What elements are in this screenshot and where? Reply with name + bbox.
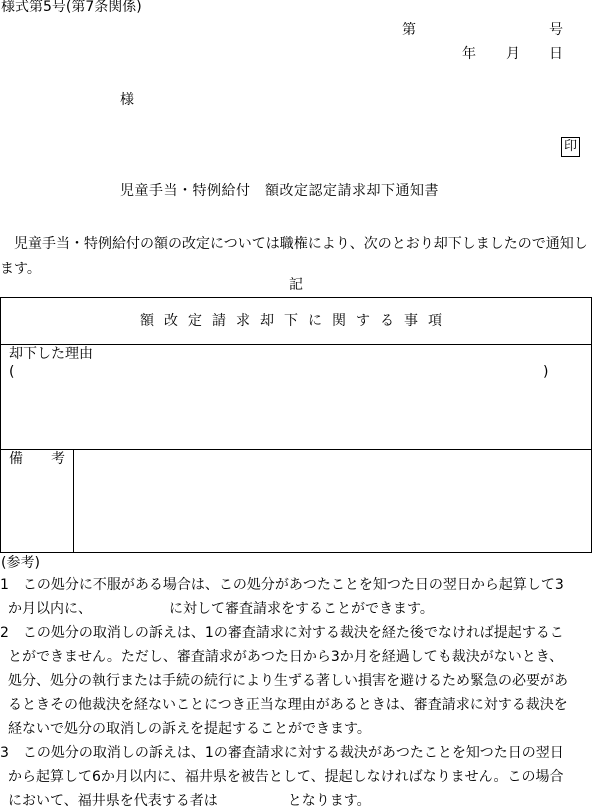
seal-mark: 印 <box>561 137 580 157</box>
note-line: か月以内に、 に対して審査請求をすることができます。 <box>8 601 434 617</box>
note-line: 2 この処分の取消しの訴えは、1の審査請求に対する裁決を経た後でなければ提起するこ <box>0 625 564 641</box>
addressee-honorific: 様 <box>120 92 134 108</box>
note-line: 処分、処分の執行または手続の続行により生ずる著しい損害を避けるため緊急の必要があ <box>8 673 568 689</box>
form-number-label: 様式第5号(第7条関係) <box>1 0 142 15</box>
remarks-label: 備 考 <box>9 451 65 467</box>
reason-paren-close: ) <box>543 364 549 380</box>
table-section-header: 額改定請求却下に関する事項 <box>140 313 452 329</box>
note-line: とができません。ただし、審査請求があつた日から3か月を経過しても裁決がないとき、 <box>8 649 564 665</box>
date-year-label: 年 <box>462 46 476 62</box>
note-line: から起算して6か月以内に、福井県を被告として、提起しなければなりません。この場合 <box>8 769 564 785</box>
rejection-reason-label: 却下した理由 <box>9 346 93 362</box>
document-number-suffix: 号 <box>549 22 563 38</box>
document-number-prefix: 第 <box>402 22 416 38</box>
ki-marker: 記 <box>289 277 303 293</box>
note-line: において、福井県を代表する者は となります。 <box>8 793 371 809</box>
note-line: 1 この処分に不服がある場合は、この処分があつたことを知つた日の翌日から起算して3 <box>0 577 564 593</box>
date-month-label: 月 <box>506 46 520 62</box>
note-line: 3 この処分の取消しの訴えは、1の審査請求に対する裁決があつたことを知つた日の翌日 <box>0 745 564 761</box>
note-line: 経ないで処分の取消しの訴えを提起することができます。 <box>8 721 371 737</box>
details-table <box>0 297 592 553</box>
intro-paragraph: 児童手当・特例給付の額の改定については職権により、次のとおり却下しましたので通知します。 <box>0 236 588 277</box>
note-line: るときその他裁決を経ないことにつき正当な理由があるときは、審査請求に対する裁決を <box>8 697 568 713</box>
table-divider-bottom <box>1 449 591 450</box>
notes-heading: (参考) <box>1 555 40 571</box>
date-day-label: 日 <box>549 46 563 62</box>
document-title: 児童手当・特例給付 額改定認定請求却下通知書 <box>120 183 439 199</box>
remarks-column-divider <box>73 449 74 552</box>
table-divider-top <box>1 344 591 345</box>
reason-paren-open: ( <box>9 364 15 380</box>
